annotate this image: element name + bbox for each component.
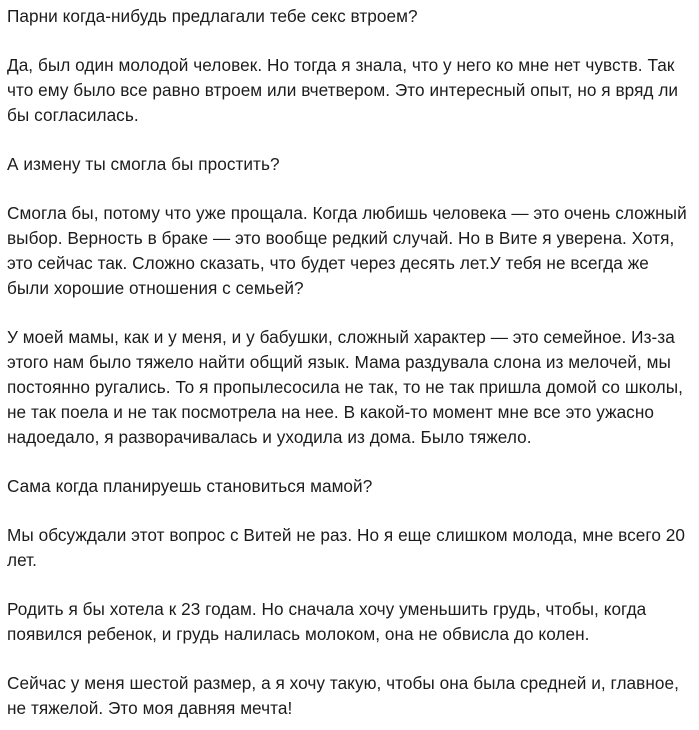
answer-paragraph: Да, был один молодой человек. Но тогда я знала, что у него ко мне нет чувств. Так что ему было все равно втроем или вчетвером. Это интересный опыт, но я вряд ли бы согласилась. xyxy=(7,55,679,125)
question-paragraph: Сама когда планируешь становиться мамой? xyxy=(7,476,373,496)
answer-paragraph: Родить я бы хотела к 23 годам. Но сначала хочу уменьшить грудь, чтобы, когда появился ребенок, и грудь налилась молоком, она не обвисла до колен. xyxy=(7,599,647,644)
question-paragraph: Парни когда-нибудь предлагали тебе секс втроем? xyxy=(7,6,418,26)
question-paragraph: А измену ты смогла бы простить? xyxy=(7,154,280,174)
answer-paragraph: Смогла бы, потому что уже прощала. Когда любишь человека — это очень сложный выбор. Верность в браке — это вообще редкий случай. Но в Вите я уверена. Хотя, это сейчас так. Сложно сказать, что будет через десять лет.У тебя не всегда же были хорошие отношения с семьей? xyxy=(7,203,687,298)
answer-paragraph: Сейчас у меня шестой размер, а я хочу такую, чтобы она была средней и, главное, не тяжелой. Это моя давняя мечта! xyxy=(7,673,679,718)
answer-paragraph: Мы обсуждали этот вопрос с Витей не раз. Но я еще слишком молода, мне всего 20 лет. xyxy=(7,525,686,570)
answer-paragraph: У моей мамы, как и у меня, и у бабушки, сложный характер — это семейное. Из-за этого нам было тяжело найти общий язык. Мама раздувала слона из мелочей, мы постоянно ругались. То я пропылесосила не так, то не так пришла домой со школы, не так поела и не так посмотрела на нее. В какой-то момент мне все это ужасно надоедало, я разворачивалась и уходила из дома. Было тяжело. xyxy=(7,327,683,447)
